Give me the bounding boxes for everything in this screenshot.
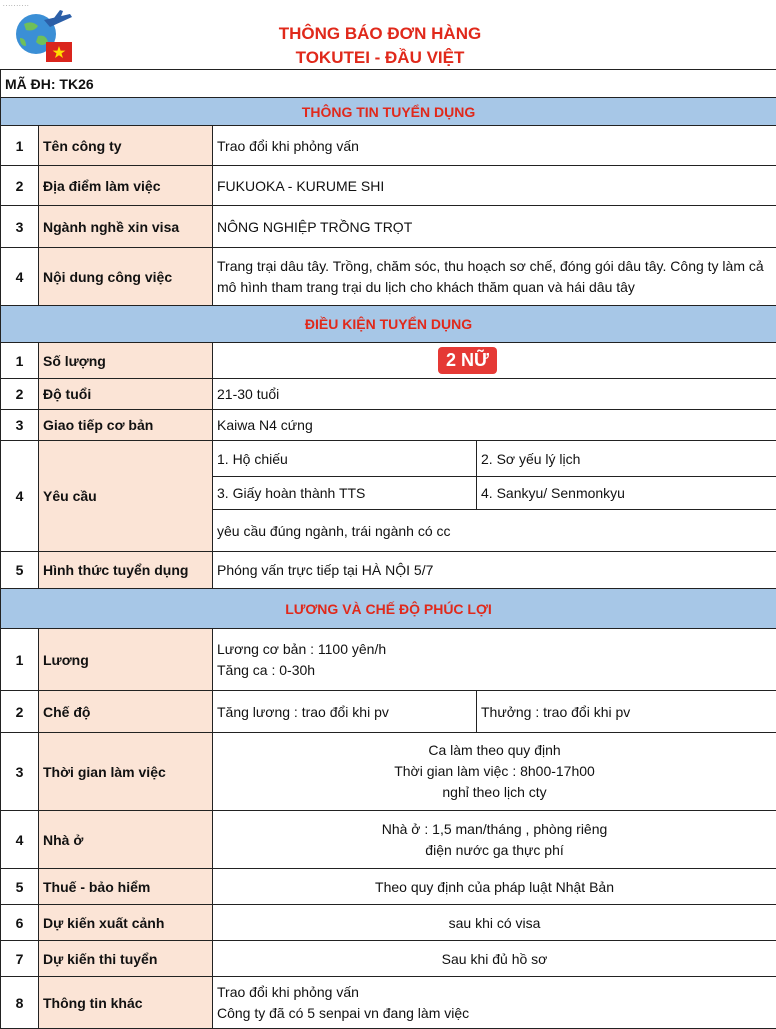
work-hours: Thời gian làm việc : 8h00-17h00 xyxy=(217,761,772,782)
globe-plane-flag-logo xyxy=(8,10,76,64)
row-number: 1 xyxy=(1,629,39,691)
row-number: 2 xyxy=(1,379,39,410)
row-value-cell xyxy=(213,629,776,691)
row-label: Thời gian làm việc xyxy=(39,733,213,811)
title-line-2: TOKUTEI - ĐẦU VIỆT xyxy=(230,46,530,70)
document-title xyxy=(230,22,530,70)
row-value: Trao đổi khi phỏng vấn xyxy=(213,126,776,166)
row-number: 1 xyxy=(1,126,39,166)
row-value: 21-30 tuổi xyxy=(213,379,776,410)
row-number: 6 xyxy=(1,905,39,941)
table-row xyxy=(1,811,776,869)
other-info-1: Trao đổi khi phỏng vấn xyxy=(217,982,772,1003)
row-number: 5 xyxy=(1,869,39,905)
row-number: 3 xyxy=(1,410,39,441)
table-row xyxy=(1,410,776,441)
other-info-2: Công ty đã có 5 senpai vn đang làm việc xyxy=(217,1003,772,1024)
row-label: Số lượng xyxy=(39,343,213,379)
table-row xyxy=(1,248,776,306)
row-label: Ngành nghề xin visa xyxy=(39,206,213,248)
row-value: FUKUOKA - KURUME SHI xyxy=(213,166,776,206)
row-label: Nhà ở xyxy=(39,811,213,869)
section-header-row xyxy=(1,98,776,126)
row-value: Sau khi đủ hồ sơ xyxy=(213,941,776,977)
row-number: 4 xyxy=(1,248,39,306)
row-label: Dự kiến thi tuyển xyxy=(39,941,213,977)
row-value: Phóng vấn trực tiếp tại HÀ NỘI 5/7 xyxy=(213,552,776,589)
row-value-cell xyxy=(213,811,776,869)
section-header-row xyxy=(1,306,776,343)
table-row xyxy=(1,441,776,477)
row-label: Yêu cầu xyxy=(39,441,213,552)
row-number: 2 xyxy=(1,166,39,206)
table-row xyxy=(1,343,776,379)
section-recruit-info: THÔNG TIN TUYỂN DỤNG xyxy=(1,98,776,126)
table-row xyxy=(1,379,776,410)
row-number: 7 xyxy=(1,941,39,977)
row-label: Dự kiến xuất cảnh xyxy=(39,905,213,941)
table-row xyxy=(1,941,776,977)
row-number: 5 xyxy=(1,552,39,589)
requirement-item: 2. Sơ yếu lý lịch xyxy=(477,441,776,477)
row-number: 4 xyxy=(1,441,39,552)
table-row xyxy=(1,629,776,691)
housing-utilities: điện nước ga thực phí xyxy=(217,840,772,861)
row-value: sau khi có visa xyxy=(213,905,776,941)
row-label: Nội dung công việc xyxy=(39,248,213,306)
order-table xyxy=(0,69,776,1029)
row-value-cell xyxy=(213,733,776,811)
row-number: 1 xyxy=(1,343,39,379)
row-label: Chế độ xyxy=(39,691,213,733)
section-header-row xyxy=(1,589,776,629)
row-value-cell xyxy=(213,977,776,1029)
row-number: 4 xyxy=(1,811,39,869)
salary-base: Lương cơ bản : 1100 yên/h xyxy=(217,639,772,660)
table-row xyxy=(1,691,776,733)
row-label: Tên công ty xyxy=(39,126,213,166)
table-row xyxy=(1,869,776,905)
title-line-1: THÔNG BÁO ĐƠN HÀNG xyxy=(230,22,530,46)
corner-dots: .......... xyxy=(3,2,30,8)
row-label: Giao tiếp cơ bản xyxy=(39,410,213,441)
order-code: MÃ ĐH: TK26 xyxy=(1,70,776,98)
section-salary: LƯƠNG VÀ CHẾ ĐỘ PHÚC LỢI xyxy=(1,589,776,629)
salary-overtime: Tăng ca : 0-30h xyxy=(217,660,772,681)
order-code-row xyxy=(1,70,776,98)
row-number: 2 xyxy=(1,691,39,733)
benefit-raise: Tăng lương : trao đổi khi pv xyxy=(213,691,477,733)
row-label: Địa điểm làm việc xyxy=(39,166,213,206)
row-label: Hình thức tuyển dụng xyxy=(39,552,213,589)
work-shift: Ca làm theo quy định xyxy=(217,740,772,761)
row-label: Lương xyxy=(39,629,213,691)
row-label: Thuế - bảo hiểm xyxy=(39,869,213,905)
requirement-item: 3. Giấy hoàn thành TTS xyxy=(213,477,477,510)
row-number: 3 xyxy=(1,206,39,248)
requirement-note: yêu cầu đúng ngành, trái ngành có cc xyxy=(213,510,776,552)
table-row xyxy=(1,166,776,206)
section-conditions: ĐIỀU KIỆN TUYỂN DỤNG xyxy=(1,306,776,343)
requirement-item: 1. Hộ chiếu xyxy=(213,441,477,477)
table-row xyxy=(1,552,776,589)
table-row xyxy=(1,206,776,248)
row-label: Độ tuổi xyxy=(39,379,213,410)
table-row xyxy=(1,126,776,166)
row-number: 8 xyxy=(1,977,39,1029)
row-number: 3 xyxy=(1,733,39,811)
row-value: Trang trại dâu tây. Trồng, chăm sóc, thu hoạch sơ chế, đóng gói dâu tây. Công ty làm cả mô hình tham trang trại du lịch cho khách thăm quan và hái dâu tây xyxy=(213,248,776,306)
table-row xyxy=(1,733,776,811)
housing-cost: Nhà ở : 1,5 man/tháng , phòng riêng xyxy=(217,819,772,840)
row-value: Kaiwa N4 cứng xyxy=(213,410,776,441)
requirement-item: 4. Sankyu/ Senmonkyu xyxy=(477,477,776,510)
row-value-cell xyxy=(213,343,776,379)
table-row xyxy=(1,905,776,941)
quantity-badge: 2 NỮ xyxy=(438,347,497,374)
row-label: Thông tin khác xyxy=(39,977,213,1029)
benefit-bonus: Thưởng : trao đổi khi pv xyxy=(477,691,776,733)
row-value: Theo quy định của pháp luật Nhật Bản xyxy=(213,869,776,905)
table-row xyxy=(1,977,776,1029)
document-header xyxy=(0,0,776,69)
work-holidays: nghỉ theo lịch cty xyxy=(217,782,772,803)
row-value: NÔNG NGHIỆP TRỒNG TRỌT xyxy=(213,206,776,248)
